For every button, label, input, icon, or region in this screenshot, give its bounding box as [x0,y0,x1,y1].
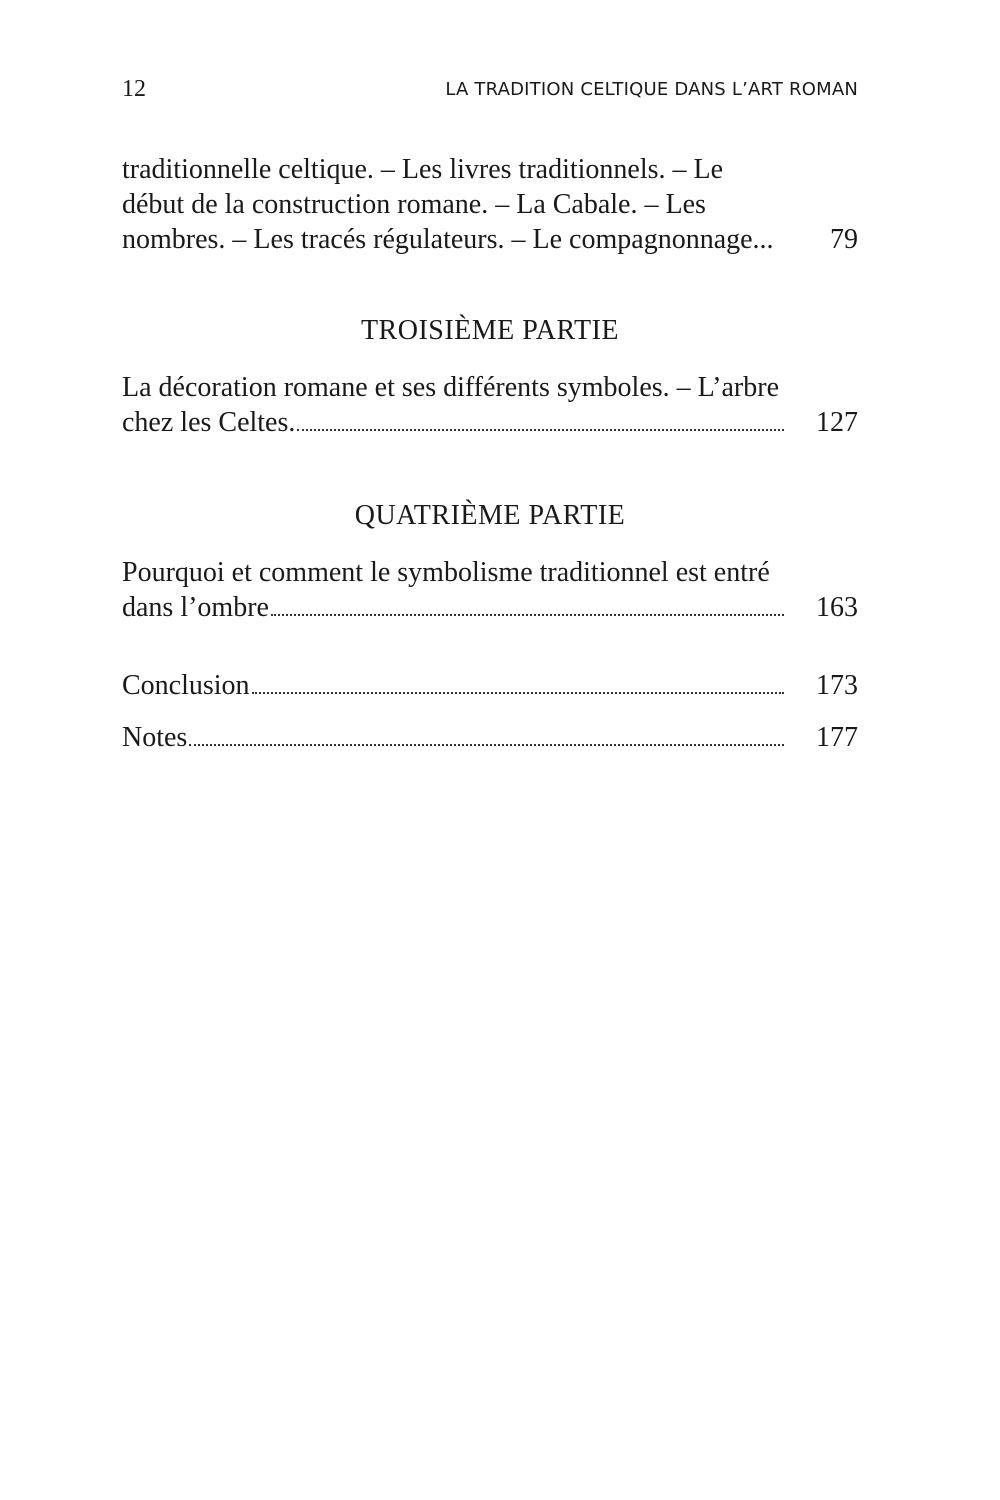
toc-entry-line: Pourquoi et comment le symbolisme traditionnel est entré [122,557,770,588]
toc-page-number: 163 [816,592,858,623]
toc-page-number: 79 [830,224,858,255]
toc-entry-label: Conclusion [122,670,250,701]
dot-leader [271,614,784,616]
toc-entry-conclusion [122,668,858,703]
toc-entry-continued [122,152,858,257]
toc-entry [122,152,858,257]
toc-entry [122,555,858,625]
toc-entry-line: La décoration romane et ses différents symboles. – L’arbre [122,372,780,403]
toc-entry-line: chez les Celtes. [122,407,296,438]
toc-entry [122,370,858,440]
toc-entry-line: début de la construction romane. – La Cabale. – Les [122,189,706,220]
dot-leader [297,429,784,431]
part-heading-quatrieme: QUATRIÈME PARTIE [354,500,626,531]
dot-leader [252,692,784,694]
running-title: LA TRADITION CELTIQUE DANS L’ART ROMAN [445,79,858,100]
toc-entry-line: nombres. – Les tracés régulateurs. – Le compagnonnage... [122,224,774,255]
toc-entry [122,720,858,755]
toc-entry-label: Notes [122,722,188,753]
toc-entry-notes [122,720,858,755]
toc-page-number: 177 [816,722,858,753]
toc-page-number: 173 [816,670,858,701]
toc-entry-last-line [122,720,786,755]
part-heading-troisieme: TROISIÈME PARTIE [360,315,620,346]
toc-entry-last-line [122,668,786,703]
toc-page-number: 127 [816,407,858,438]
toc-entry-line: traditionnelle celtique. – Les livres traditionnels. – Le [122,154,724,185]
toc-entry-quatrieme [122,555,858,625]
page-number: 12 [122,76,146,102]
toc-entry-troisieme [122,370,858,440]
toc-entry [122,668,858,703]
toc-entry-last-line [122,590,786,625]
toc-entry-line: dans l’ombre [122,592,269,623]
running-head [122,76,858,106]
dot-leader [189,744,784,746]
toc-entry-last-line [122,222,786,257]
toc-entry-last-line [122,405,786,440]
